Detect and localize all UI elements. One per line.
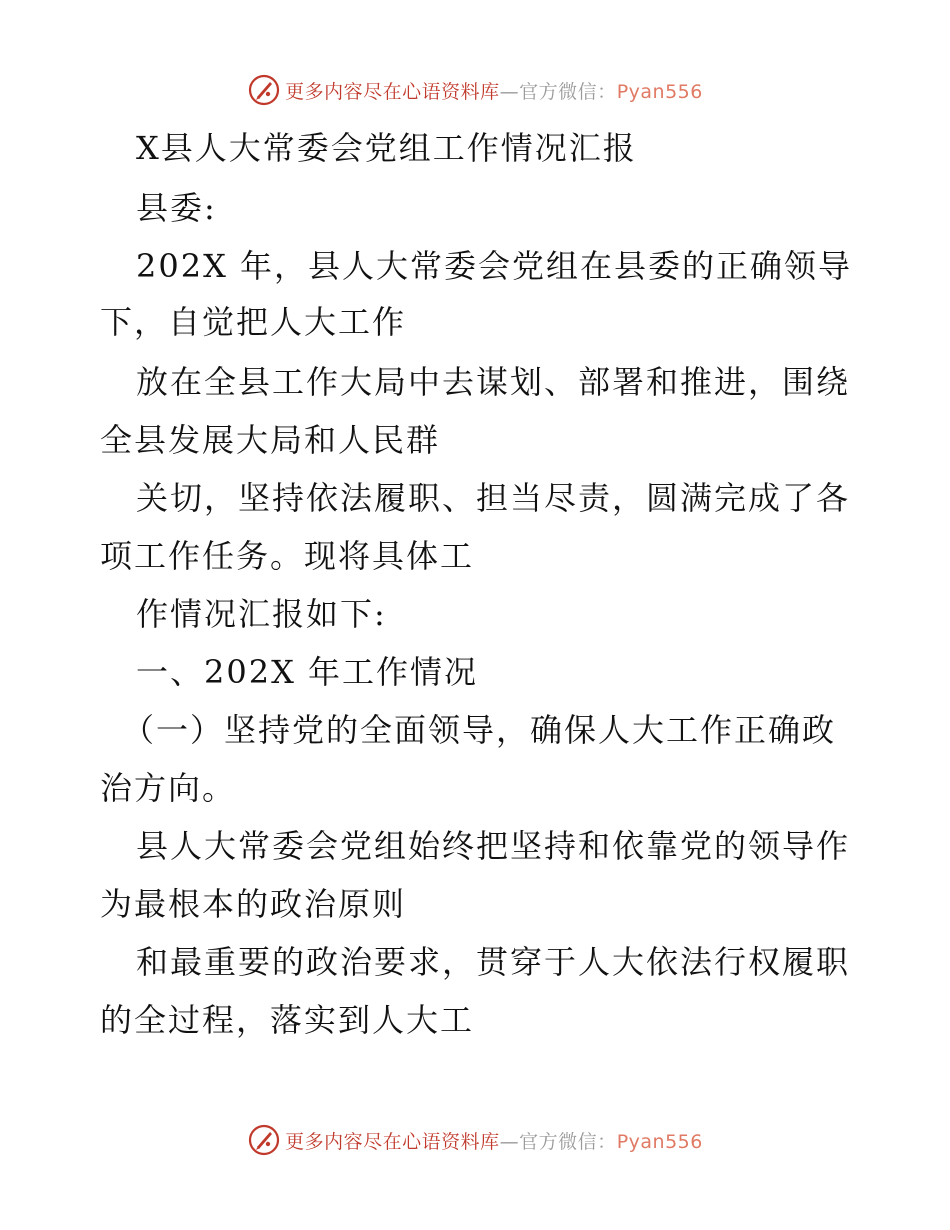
watermark-main: 更多内容尽在心语资料库 bbox=[285, 1130, 500, 1153]
watermark-sep: — bbox=[499, 80, 520, 103]
paragraph-line: 县人大常委会党组始终把坚持和依靠党的领导作 bbox=[136, 827, 851, 865]
paragraph-line: 为最根本的政治原则 bbox=[100, 885, 407, 923]
document-title: X县人大常委会党组工作情况汇报 bbox=[136, 129, 637, 167]
quill-pen-logo-icon bbox=[247, 73, 281, 107]
paragraph-line: 202X 年，县人大常委会党组在县委的正确领导 bbox=[136, 247, 853, 285]
header-watermark bbox=[0, 70, 950, 110]
footer-watermark bbox=[0, 1120, 950, 1160]
subsection-heading: （一）坚持党的全面领导，确保人大工作正确政 bbox=[122, 711, 837, 749]
watermark-account: 官方微信： bbox=[519, 1130, 617, 1153]
paragraph-line: 下，自觉把人大工作 bbox=[100, 303, 407, 341]
watermark-text bbox=[285, 77, 703, 104]
paragraph-line: 放在全县工作大局中去谋划、部署和推进，围绕 bbox=[136, 363, 851, 401]
paragraph-line: 关切，坚持依法履职、担当尽责，圆满完成了各 bbox=[136, 479, 851, 517]
salutation: 县委: bbox=[136, 189, 217, 227]
paragraph-line: 和最重要的政治要求，贯穿于人大依法行权履职 bbox=[136, 943, 851, 981]
watermark-sep: — bbox=[499, 1130, 520, 1153]
paragraph-line: 项工作任务。现将具体工 bbox=[100, 537, 475, 575]
watermark-text bbox=[285, 1127, 703, 1154]
watermark-account: 官方微信： bbox=[519, 80, 617, 103]
watermark-handle: Pyan556 bbox=[616, 1130, 703, 1153]
watermark-handle: Pyan556 bbox=[616, 80, 703, 103]
section-heading: 一、202X 年工作情况 bbox=[136, 653, 479, 691]
paragraph-line: 的全过程，落实到人大工 bbox=[100, 1001, 475, 1039]
paragraph-line: 作情况汇报如下: bbox=[136, 595, 387, 633]
watermark-main: 更多内容尽在心语资料库 bbox=[285, 80, 500, 103]
quill-pen-logo-icon bbox=[247, 1123, 281, 1157]
subsection-heading-cont: 治方向。 bbox=[100, 769, 237, 807]
paragraph-line: 全县发展大局和人民群 bbox=[100, 421, 441, 459]
